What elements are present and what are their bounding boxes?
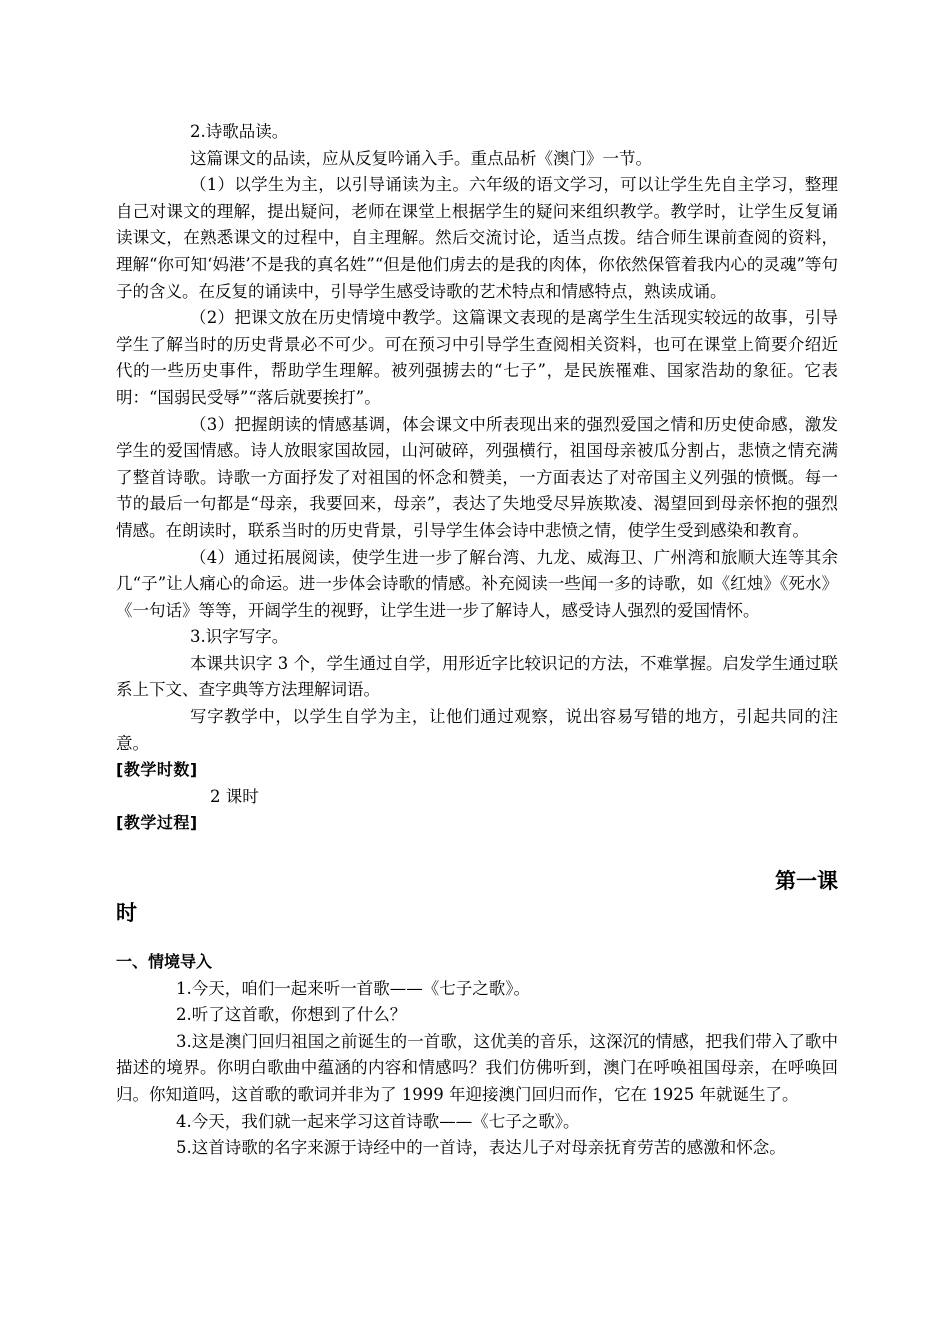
document-page — [116, 119, 838, 1162]
intro-item-1: 1.今天，咱们一起来听一首歌——《七子之歌》。 — [176, 978, 530, 998]
intro-item-2: 2.听了这首歌，你想到了什么？ — [176, 1005, 407, 1025]
paragraph-literacy-1: 本课共识字 3 个，学生通过自学，用形近字比较识记的方法，不难掌握。启发学生通过联系上下文、查字典等方法理解词语。 — [116, 653, 838, 700]
lesson-title-continued: 时 — [116, 901, 137, 926]
situation-intro-heading: 一、情境导入 — [116, 952, 213, 972]
paragraph-item-3: （3）把握朗读的情感基调，体会课文中所表现出来的强烈爱国之情和历史使命感，激发学生的爱国情感。诗人放眼家国故园，山河破碎，列强横行，祖国母亲被瓜分割占，悲愤之情充满了整首诗歌。诗歌一方面抒发了对祖国的怀念和赞美，一方面表达了对帝国主义列强的愤慨。每一节的最后一句都是“母亲，我要回来，母亲”，表达了失地受尽异族欺凌、渴望回到母亲怀抱的强烈情感。在朗读时，联系当时的历史背景，引导学生体会诗中悲愤之情，使学生受到感染和教育。 — [116, 414, 838, 540]
paragraph-item-2: （2）把课文放在历史情境中教学。这篇课文表现的是离学生生活现实较远的故事，引导学生了解当时的历史背景必不可少。可在预习中引导学生查阅相关资料，也可在课堂上简要介绍近代的一些历史事件，帮助学生理解。被列强掳去的“七子”，是民族罹难、国家浩劫的象征。它表明：“国弱民受辱”“落后就要挨打”。 — [116, 308, 838, 407]
paragraph-item-4: （4）通过拓展阅读，使学生进一步了解台湾、九龙、威海卫、广州湾和旅顺大连等其余几“子”让人痛心的命运。进一步体会诗歌的情感。补充阅读一些闻一多的诗歌，如《红烛》《死水》《一句话》等等，开阔学生的视野，让学生进一步了解诗人，感受诗人强烈的爱国情怀。 — [116, 547, 838, 620]
paragraph-literacy-2: 写字教学中，以学生自学为主，让他们通过观察，说出容易写错的地方，引起共同的注意。 — [116, 707, 838, 753]
section-heading-poetry-reading: 2.诗歌品读。 — [190, 122, 289, 141]
paragraph-item-1: （1）以学生为主，以引导诵读为主。六年级的语文学习，可以让学生先自主学习，整理自己对课文的理解，提出疑问，老师在课堂上根据学生的疑问来组织教学。教学时，让学生反复诵读课文，在熟悉课文的过程中，自主理解。然后交流讨论，适当点拨。结合师生课前查阅的资料，理解“你可知‘妈港’不是我的真名姓”“但是他们虏去的是我的肉体，你依然保管着我内心的灵魂”等句子的含义。在反复的诵读中，引导学生感受诗歌的艺术特点和情感特点，熟读成诵。 — [116, 175, 838, 301]
lesson-title: 第一课 — [775, 869, 838, 894]
teaching-hours-value: 2 课时 — [210, 786, 259, 806]
intro-item-4: 4.今天，我们就一起来学习这首诗歌——《七子之歌》。 — [176, 1111, 580, 1131]
teaching-process-heading: [教学过程] — [116, 813, 198, 833]
teaching-hours-heading: [教学时数] — [116, 760, 198, 780]
intro-item-3: 3.这是澳门回归祖国之前诞生的一首歌，这优美的音乐，这深沉的情感，把我们带入了歌中描述的境界。你明白歌曲中蕴涵的内容和情感吗？我们仿佛听到，澳门在呼唤祖国母亲，在呼唤回归。你知道吗，这首歌的歌词并非为了 1999 年迎接澳门回归而作，它在 1925 年就诞生了。 — [116, 1031, 838, 1104]
paragraph-intro: 这篇课文的品读，应从反复吟诵入手。重点品析《澳门》一节。 — [190, 148, 652, 168]
intro-item-5: 5.这首诗歌的名字来源于诗经中的一首诗，表达儿子对母亲抚育劳苦的感激和怀念。 — [176, 1138, 786, 1158]
section-heading-literacy: 3.识字写字。 — [190, 627, 289, 647]
